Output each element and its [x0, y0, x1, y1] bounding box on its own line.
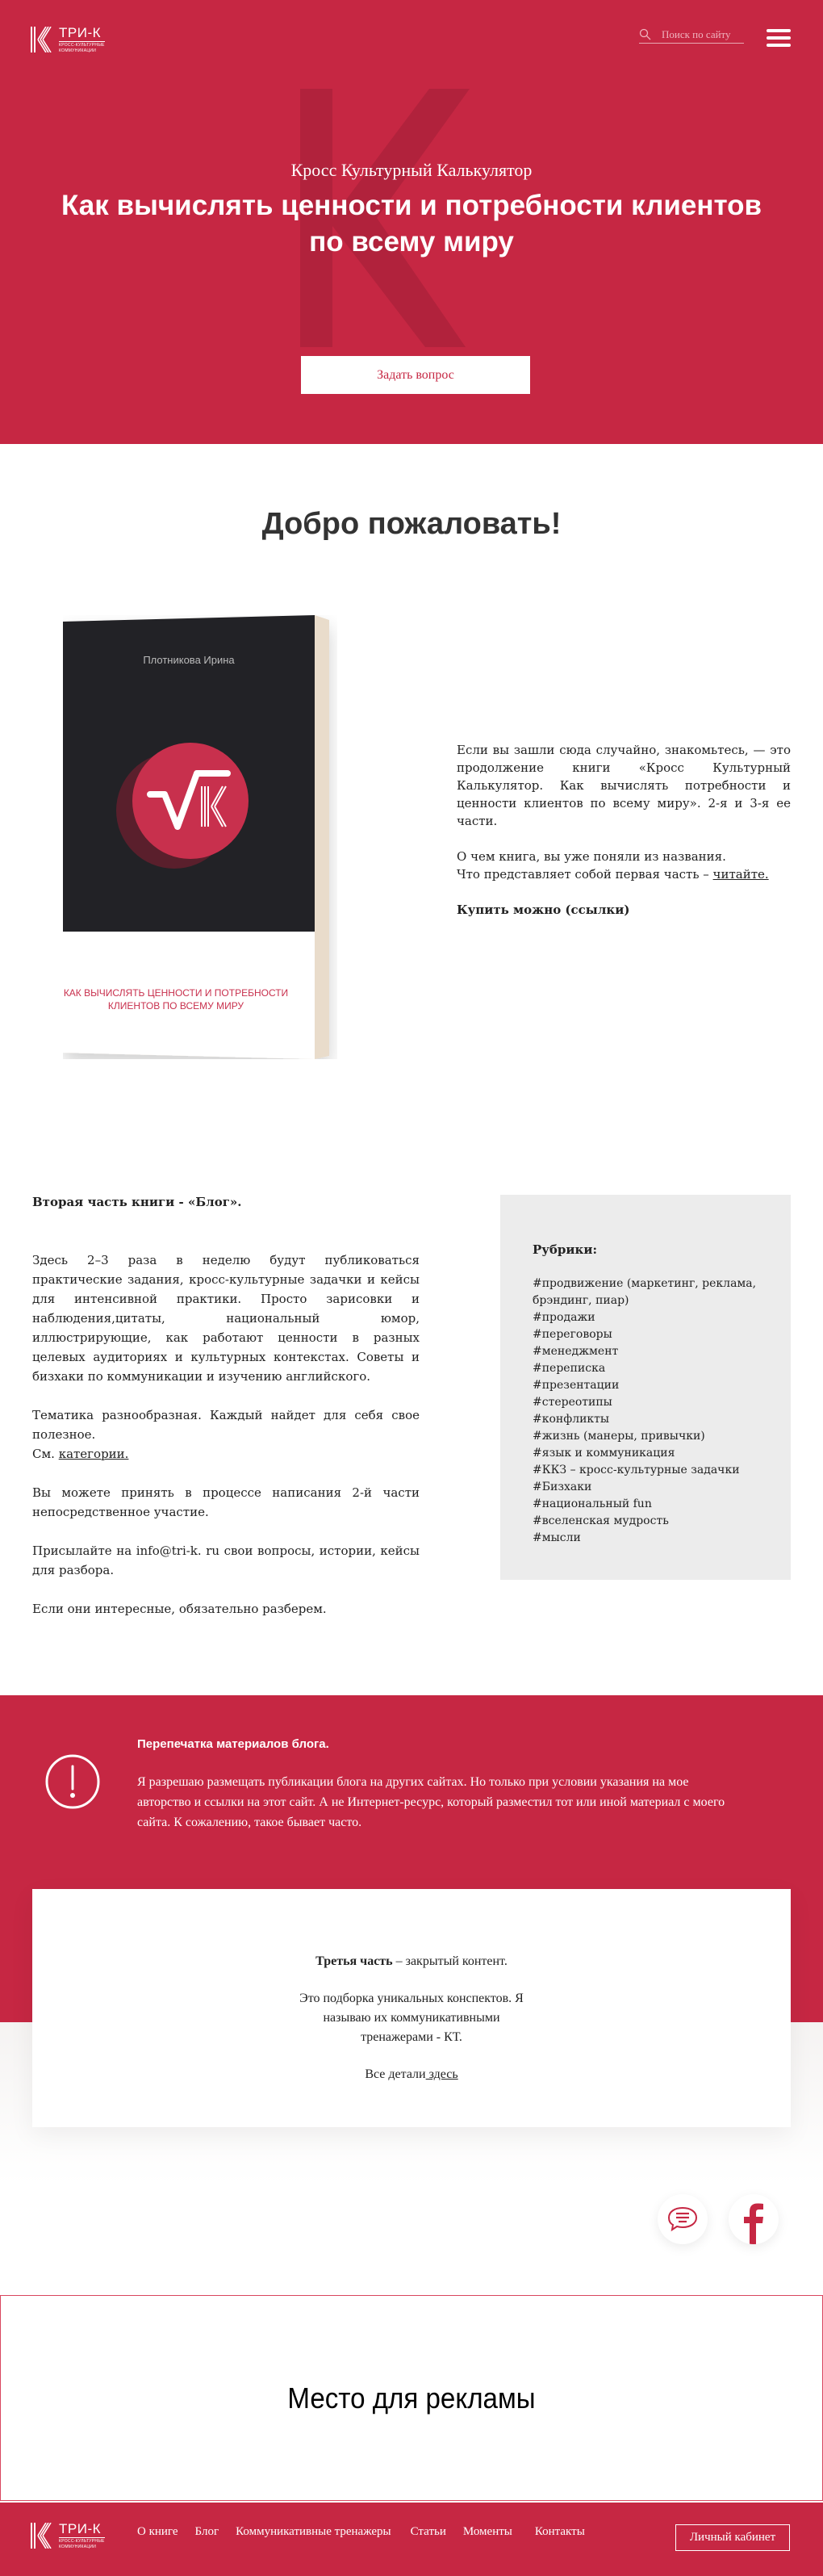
ad-placeholder[interactable] [0, 2295, 823, 2501]
footer-nav-about-book[interactable]: О книге [137, 2525, 178, 2538]
logo-tagline-1: КРОСС-КУЛЬТУРНЫЕ [59, 43, 105, 48]
rubrics-list [533, 1275, 758, 1547]
third-part-card [32, 1889, 791, 2127]
rubric-item[interactable]: #ККЗ – кросс-культурные задачки [533, 1464, 740, 1476]
ad-label: Место для рекламы [287, 2381, 536, 2415]
rubric-item[interactable]: #вселенская мудрость [533, 1514, 669, 1527]
rubric-item[interactable]: #стереотипы [533, 1396, 612, 1409]
logo-name: ТРИ-К [59, 26, 105, 42]
rubric-item[interactable]: #конфликты [533, 1413, 610, 1426]
blog-paragraph-5: Если они интересные, обязательно разберем. [32, 1602, 327, 1616]
footer-nav-contacts[interactable]: Контакты [534, 2525, 585, 2538]
hero-subtitle: Кросс Культурный Калькулятор [290, 160, 533, 180]
hamburger-menu-icon[interactable] [767, 29, 791, 47]
blog-paragraph-3: Вы можете принять в процессе написания 2-й части непосредственное участие. [32, 1485, 420, 1519]
details-label: Все детали [365, 2067, 426, 2081]
book-cover-image [63, 615, 337, 1059]
chat-button[interactable] [658, 2194, 708, 2244]
blog-description [32, 1192, 420, 1638]
book-author: Плотникова Ирина [143, 654, 235, 666]
footer-logo[interactable] [31, 2522, 105, 2549]
blog-see-label: См. [32, 1447, 59, 1461]
hero-section [0, 0, 823, 444]
rubric-item[interactable]: #жизнь (манеры, привычки) [533, 1430, 705, 1443]
rubrics-heading: Рубрики: [533, 1242, 597, 1257]
blog-paragraph-4: Присылайте на info@tri-k. ru свои вопросы, истории, кейсы для разбора. [32, 1544, 420, 1577]
footer-nav-moments[interactable]: Моменты [462, 2525, 512, 2538]
book-cover-subtitle-2: КЛИЕНТОВ ПО ВСЕМУ МИРУ [107, 1000, 244, 1012]
third-part-bold: Третья часть [315, 1954, 393, 1968]
personal-account-button[interactable]: Личный кабинет [675, 2524, 790, 2551]
exclamation-circle-icon [44, 1753, 101, 1810]
search-icon [639, 28, 652, 41]
facebook-button[interactable] [729, 2194, 779, 2244]
rubric-item[interactable]: #язык и коммуникация [533, 1447, 675, 1460]
categories-link[interactable]: категории. [58, 1447, 129, 1461]
logo-tagline-1: КРОСС-КУЛЬТУРНЫЕ [59, 2539, 105, 2544]
rubric-item[interactable]: #Бизхаки [533, 1481, 592, 1493]
site-search[interactable] [639, 26, 744, 44]
notice-text: Я разрешаю размещать публикации блога на других сайтах. Но только при условии указания на мое авторство и ссылки на этот сайт. А не Интернет-ресурс, который разместил тот или иной материал с моего сайта. К сожалению, такое бывает часто. [137, 1775, 725, 1829]
rubric-item[interactable]: #мысли [533, 1531, 581, 1544]
rubric-item[interactable]: #продвижение (маркетинг, реклама, брэндинг, пиар) [533, 1277, 757, 1307]
intro-line-1: О чем книга, вы уже поняли из названия. [457, 849, 726, 864]
blog-paragraph-2 [32, 1405, 420, 1464]
footer-nav-trainers[interactable]: Коммуникативные тренажеры [236, 2525, 391, 2538]
footer-nav-blog[interactable]: Блог [194, 2525, 219, 2538]
rubric-item[interactable]: #продажи [533, 1311, 595, 1324]
logo-tagline-2: КОММУНИКАЦИИ [59, 48, 97, 53]
blog-heading: Вторая часть книги - «Блог». [32, 1195, 242, 1209]
search-input[interactable] [662, 28, 742, 41]
ask-question-button[interactable]: Задать вопрос [301, 356, 530, 394]
intro-paragraph-2 [457, 848, 791, 883]
rubrics-panel [500, 1195, 791, 1580]
rubric-item[interactable]: #переписка [533, 1362, 606, 1375]
read-first-part-link[interactable]: читайте. [712, 867, 769, 882]
buy-links-label: Купить можно (ссылки) [457, 903, 630, 917]
intro-text [457, 741, 791, 936]
blog-p2-text: Тематика разнообразная. Каждый найдет для себя свое полезное. [32, 1408, 420, 1442]
book-cover-subtitle-1: КАК ВЫЧИСЛЯТЬ ЦЕННОСТИ И ПОТРЕБНОСТИ [63, 987, 289, 999]
site-logo[interactable] [31, 26, 105, 53]
facebook-icon [729, 2194, 779, 2244]
menu-line [767, 29, 791, 32]
third-part-heading [32, 1952, 791, 1971]
third-part-description: Это подборка уникальных конспектов. Я называю их коммуникативными тренажерами - КТ. [299, 1992, 524, 2044]
details-link[interactable]: здесь [425, 2067, 458, 2081]
chat-bubble-icon [665, 2201, 700, 2237]
notice-title: Перепечатка материалов блога. [137, 1737, 329, 1751]
footer-nav [137, 2525, 585, 2539]
blog-paragraph-1: Здесь 2–3 раза в неделю будут публиковаться практические задания, кросс-культурные задачки и кейсы для интенсивной практики. Просто зарисовки и наблюдения,цитаты, национальный юмор, иллюстрирующие, как работают ценности в разных целевых аудиториях и культурных контекстах. Советы и бизхаки по коммуникации и изучению английского. [32, 1253, 420, 1384]
logo-k-icon [31, 2523, 55, 2549]
rubric-item[interactable]: #презентации [533, 1379, 620, 1392]
third-part-details [32, 2065, 791, 2084]
footer-nav-articles[interactable]: Статьи [410, 2525, 446, 2538]
intro-paragraph-1: Если вы зашли сюда случайно, знакомьтесь, — это продолжение книги «Кросс Культурный Калькулятор. Как вычислять потребности и ценности клиентов по всему миру». 2-я и 3-я ее части. [457, 743, 791, 828]
third-part-rest: – закрытый контент. [392, 1954, 508, 1968]
menu-line [767, 44, 791, 47]
hero-title: Как вычислять ценности и потребности клиентов по всему миру [61, 190, 762, 258]
intro-line-2: Что представляет собой первая часть – [457, 867, 713, 882]
rubric-item[interactable]: #менеджмент [533, 1345, 619, 1358]
logo-k-icon [31, 27, 55, 52]
book-cover-title: Кросс Культурный Калькулятор [79, 944, 273, 957]
rubric-item[interactable]: #переговоры [533, 1328, 612, 1341]
logo-name: ТРИ-К [59, 2522, 105, 2538]
rubric-item[interactable]: #национальный fun [533, 1497, 652, 1510]
menu-line [767, 36, 791, 40]
logo-tagline-2: КОММУНИКАЦИИ [59, 2545, 97, 2549]
welcome-title: Добро пожаловать! [261, 507, 562, 541]
